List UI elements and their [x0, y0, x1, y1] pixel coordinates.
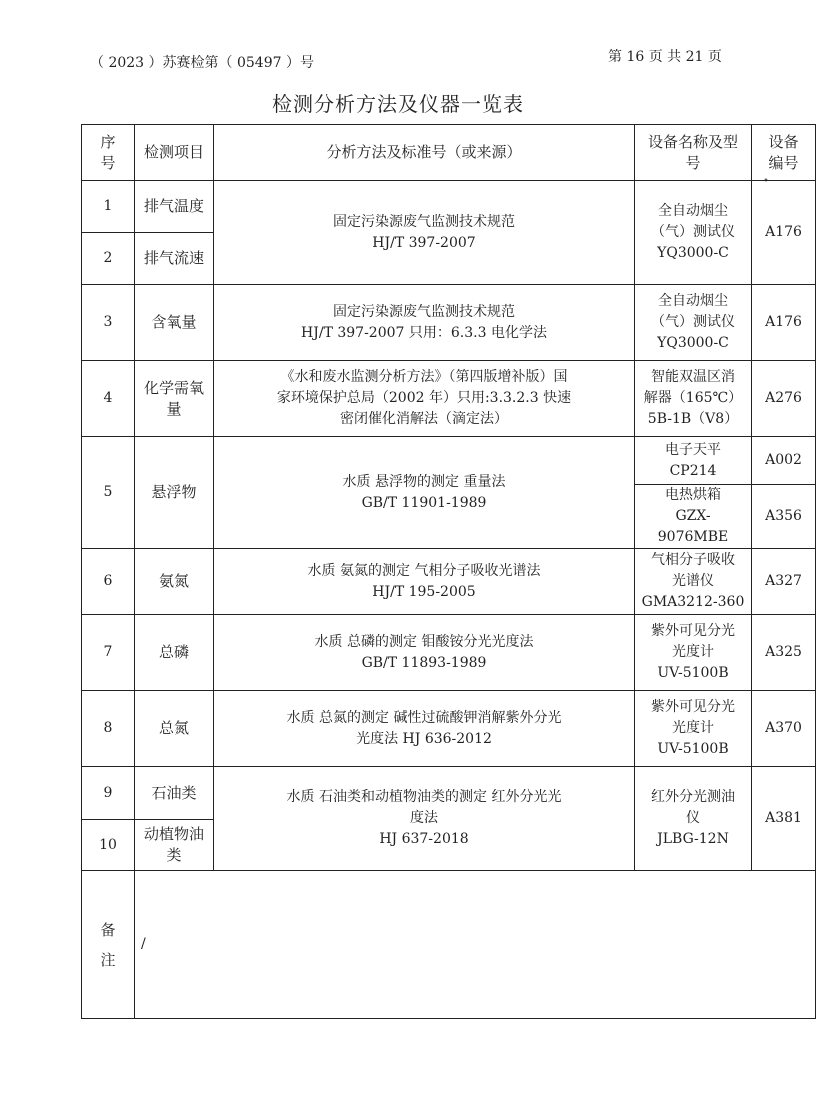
row-device: 气相分子吸收 光谱仪 GMA3212-360	[635, 549, 752, 615]
row-method: 水质 总磷的测定 钼酸铵分光光度法 GB/T 11893-1989	[214, 615, 635, 691]
row-code: A002	[752, 437, 816, 485]
row-method: 水质 悬浮物的测定 重量法 GB/T 11901-1989	[214, 437, 635, 549]
table-row	[82, 181, 816, 233]
row-item: 动植物油 类	[135, 820, 214, 871]
row-device: 紫外可见分光 光度计 UV-5100B	[635, 691, 752, 767]
row-item: 氨氮	[135, 549, 214, 615]
table-row	[82, 549, 816, 615]
header-device: 设备名称及型 号	[635, 125, 752, 181]
report-number: （ 2023 ）苏赛检第（ 05497 ）号	[90, 55, 314, 71]
row-no: 3	[82, 285, 135, 361]
row-no: 2	[82, 233, 135, 285]
row-item: 总磷	[135, 615, 214, 691]
row-no: 10	[82, 820, 135, 871]
row-code: A325	[752, 615, 816, 691]
row-method: 水质 石油类和动植物油类的测定 红外分光光 度法 HJ 637-2018	[214, 767, 635, 871]
header-no: 序 号	[82, 125, 135, 181]
row-method: 水质 总氮的测定 碱性过硫酸钾消解紫外分光 光度法 HJ 636-2012	[214, 691, 635, 767]
table-row	[82, 437, 816, 485]
row-device: 红外分光测油 仪 JLBG-12N	[635, 767, 752, 871]
margin-mark: •	[763, 176, 769, 187]
row-code: A176	[752, 285, 816, 361]
row-item: 排气温度	[135, 181, 214, 233]
table-header-row	[82, 125, 816, 181]
row-device: 全自动烟尘 （气）测试仪 YQ3000-C	[635, 181, 752, 285]
row-method: 固定污染源废气监测技术规范 HJ/T 397-2007	[214, 181, 635, 285]
row-device: 紫外可见分光 光度计 UV-5100B	[635, 615, 752, 691]
row-no: 8	[82, 691, 135, 767]
row-code: A276	[752, 361, 816, 437]
row-device: 电子天平 CP214	[635, 437, 752, 485]
row-method: 《水和废水监测分析方法》（第四版增补版）国 家环境保护总局（2002 年）只用:3.3.2.3 快速 密闭催化消解法（滴定法）	[214, 361, 635, 437]
row-item: 总氮	[135, 691, 214, 767]
row-code: A370	[752, 691, 816, 767]
table-row	[82, 285, 816, 361]
remarks-row	[82, 871, 816, 1019]
table-row	[82, 615, 816, 691]
row-item: 石油类	[135, 767, 214, 820]
page-info: 第 16 页 共 21 页	[608, 49, 722, 65]
row-device: 全自动烟尘 （气）测试仪 YQ3000-C	[635, 285, 752, 361]
header-code: 设备 编号	[752, 125, 816, 181]
header-method: 分析方法及标准号（或来源）	[214, 125, 635, 181]
row-no: 4	[82, 361, 135, 437]
row-no: 1	[82, 181, 135, 233]
row-device: 智能双温区消 解器（165℃） 5B-1B（V8）	[635, 361, 752, 437]
row-code: A356	[752, 485, 816, 549]
remarks-value: /	[135, 871, 816, 1019]
header-item: 检测项目	[135, 125, 214, 181]
row-item: 悬浮物	[135, 437, 214, 549]
page-title: 检测分析方法及仪器一览表	[272, 92, 524, 116]
row-no: 6	[82, 549, 135, 615]
methods-table	[81, 124, 816, 1019]
row-no: 5	[82, 437, 135, 549]
row-method: 水质 氨氮的测定 气相分子吸收光谱法 HJ/T 195-2005	[214, 549, 635, 615]
row-device: 电热烘箱 GZX-9076MBE	[635, 485, 752, 549]
row-item: 化学需氧 量	[135, 361, 214, 437]
row-item: 排气流速	[135, 233, 214, 285]
row-code: A176	[752, 181, 816, 285]
row-no: 7	[82, 615, 135, 691]
remarks-label: 备 注	[82, 871, 135, 1019]
row-method: 固定污染源废气监测技术规范 HJ/T 397-2007 只用：6.3.3 电化学法	[214, 285, 635, 361]
row-code: A327	[752, 549, 816, 615]
table-row	[82, 361, 816, 437]
table-row	[82, 767, 816, 820]
row-no: 9	[82, 767, 135, 820]
table-row	[82, 691, 816, 767]
row-code: A381	[752, 767, 816, 871]
row-item: 含氧量	[135, 285, 214, 361]
